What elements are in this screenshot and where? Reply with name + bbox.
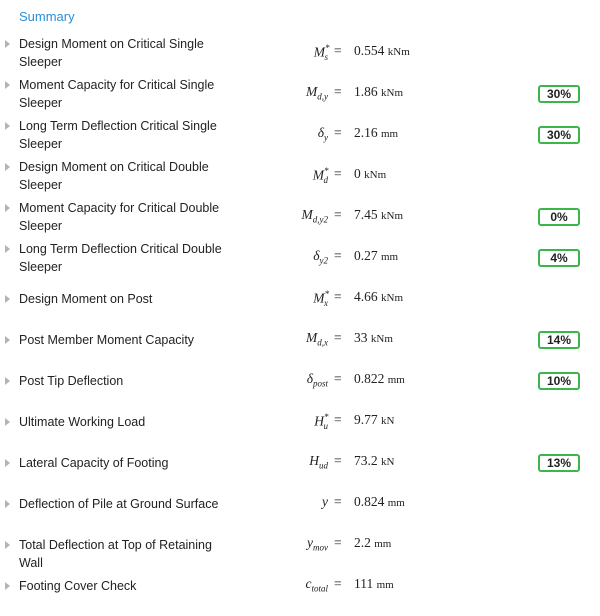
summary-row[interactable] xyxy=(0,526,600,570)
symbol-superscript: * xyxy=(324,412,329,422)
summary-row[interactable] xyxy=(0,239,600,280)
row-symbol xyxy=(322,494,328,510)
row-label: Deflection of Pile at Ground Surface xyxy=(19,497,219,511)
symbol-base: M xyxy=(313,290,325,306)
value-unit: mm xyxy=(381,251,399,263)
row-label: Post Tip Deflection xyxy=(19,374,124,388)
value-number: 0.822 xyxy=(354,371,385,386)
value-number: 2.16 xyxy=(354,125,378,140)
expand-arrow-icon[interactable] xyxy=(5,204,10,212)
row-symbol xyxy=(314,412,328,431)
summary-row[interactable] xyxy=(0,157,600,198)
value-number: 2.2 xyxy=(354,535,371,550)
value-unit: kNm xyxy=(381,292,403,304)
summary-row[interactable] xyxy=(0,567,600,608)
value-number: 33 xyxy=(354,330,368,345)
equals-sign: = xyxy=(334,289,342,304)
row-label: Lateral Capacity of Footing xyxy=(19,456,169,470)
symbol-base: y xyxy=(307,535,313,550)
row-symbol xyxy=(306,330,328,348)
row-value xyxy=(354,371,405,387)
symbol-subscript: post xyxy=(312,378,328,389)
row-label: Moment Capacity for Critical Double Sleeper xyxy=(19,201,220,233)
value-number: 111 xyxy=(354,576,374,591)
row-value xyxy=(354,125,398,141)
value-unit: mm xyxy=(387,497,405,509)
symbol-subscript: d xyxy=(323,175,328,186)
symbol-base: M xyxy=(313,44,325,60)
expand-arrow-icon[interactable] xyxy=(5,582,10,590)
symbol-base: H xyxy=(309,453,319,468)
row-value xyxy=(354,289,403,305)
utilisation-badge: 4% xyxy=(538,249,580,267)
equals-sign: = xyxy=(334,535,342,550)
equals-sign: = xyxy=(334,330,342,345)
row-value xyxy=(354,84,403,100)
equals-sign: = xyxy=(334,43,342,58)
row-label: Design Moment on Critical Double Sleeper xyxy=(19,160,209,192)
row-value xyxy=(354,453,394,469)
value-unit: kN xyxy=(381,456,395,468)
symbol-base: δ xyxy=(317,125,324,140)
row-label: Moment Capacity for Critical Single Sleeper xyxy=(19,78,215,110)
row-value xyxy=(354,412,394,428)
row-value xyxy=(354,576,394,592)
expand-arrow-icon[interactable] xyxy=(5,40,10,48)
value-unit: kNm xyxy=(364,169,387,181)
symbol-subscript: total xyxy=(311,583,328,594)
row-symbol xyxy=(309,453,328,471)
symbol-base: δ xyxy=(313,248,320,263)
value-unit: kN xyxy=(381,415,395,427)
symbol-subscript: y2 xyxy=(319,255,328,266)
symbol-base: y xyxy=(322,494,328,509)
row-value xyxy=(354,43,410,59)
expand-arrow-icon[interactable] xyxy=(5,81,10,89)
value-unit: kNm xyxy=(381,87,403,99)
value-unit: mm xyxy=(387,374,405,386)
row-symbol xyxy=(306,84,328,102)
value-number: 0.554 xyxy=(354,43,385,58)
row-symbol xyxy=(313,289,328,308)
symbol-base: M xyxy=(306,330,318,345)
row-label: Long Term Deflection Critical Single Sleeper xyxy=(19,119,217,151)
expand-arrow-icon[interactable] xyxy=(5,377,10,385)
symbol-subscript: mov xyxy=(313,542,328,553)
row-label: Post Member Moment Capacity xyxy=(19,333,195,347)
row-symbol xyxy=(314,43,328,62)
row-symbol xyxy=(313,166,328,185)
row-label: Design Moment on Critical Single Sleeper xyxy=(19,37,204,69)
value-number: 0.27 xyxy=(354,248,378,263)
symbol-subscript: y xyxy=(324,132,328,143)
equals-sign: = xyxy=(334,166,342,181)
row-label: Long Term Deflection Critical Double Sleeper xyxy=(19,242,222,274)
value-number: 9.77 xyxy=(354,412,378,427)
summary-row[interactable] xyxy=(0,362,600,403)
summary-row[interactable] xyxy=(0,485,600,526)
expand-arrow-icon[interactable] xyxy=(5,122,10,130)
symbol-subscript: s xyxy=(324,52,328,63)
symbol-subscript: x xyxy=(324,298,328,309)
symbol-superscript: * xyxy=(324,166,329,176)
equals-sign: = xyxy=(334,576,342,591)
value-unit: mm xyxy=(381,128,399,140)
equals-sign: = xyxy=(334,371,342,386)
value-number: 73.2 xyxy=(354,453,378,468)
symbol-base: c xyxy=(305,576,312,591)
row-symbol xyxy=(318,125,328,143)
utilisation-badge: 13% xyxy=(538,454,580,472)
equals-sign: = xyxy=(334,494,342,509)
value-number: 7.45 xyxy=(354,207,378,222)
row-value xyxy=(354,330,393,346)
equals-sign: = xyxy=(334,84,342,99)
equals-sign: = xyxy=(334,207,342,222)
summary-row[interactable] xyxy=(0,321,600,362)
row-label: Total Deflection at Top of Retaining Wall xyxy=(19,538,212,570)
row-symbol xyxy=(307,535,328,553)
expand-arrow-icon[interactable] xyxy=(5,295,10,303)
symbol-base: δ xyxy=(306,371,313,386)
equals-sign: = xyxy=(334,248,342,263)
symbol-subscript: d,y2 xyxy=(312,214,328,225)
utilisation-badge: 0% xyxy=(538,208,580,226)
row-value xyxy=(354,207,403,223)
value-number: 1.86 xyxy=(354,84,378,99)
symbol-superscript: * xyxy=(324,289,329,299)
row-symbol xyxy=(307,371,328,389)
expand-arrow-icon[interactable] xyxy=(5,541,10,549)
symbol-superscript: * xyxy=(324,43,330,53)
row-symbol xyxy=(305,576,328,594)
value-unit: kNm xyxy=(370,333,393,345)
summary-row[interactable] xyxy=(0,198,600,239)
row-label: Design Moment on Post xyxy=(19,292,153,306)
utilisation-badge: 30% xyxy=(538,126,580,144)
equals-sign: = xyxy=(334,412,342,427)
utilisation-badge: 30% xyxy=(538,85,580,103)
summary-row[interactable] xyxy=(0,116,600,157)
summary-row[interactable] xyxy=(0,34,600,75)
row-label: Footing Cover Check xyxy=(19,579,137,593)
equals-sign: = xyxy=(334,453,342,468)
symbol-base: H xyxy=(314,413,324,429)
row-value xyxy=(354,494,405,510)
summary-title: Summary xyxy=(19,9,75,24)
symbol-subscript: u xyxy=(323,421,328,432)
row-value xyxy=(354,248,398,264)
row-symbol xyxy=(313,248,328,266)
expand-arrow-icon[interactable] xyxy=(5,459,10,467)
equals-sign: = xyxy=(334,125,342,140)
expand-arrow-icon[interactable] xyxy=(5,500,10,508)
summary-row[interactable] xyxy=(0,75,600,116)
value-number: 0 xyxy=(354,166,361,181)
row-label: Ultimate Working Load xyxy=(19,415,146,429)
value-unit: kNm xyxy=(381,210,403,222)
expand-arrow-icon[interactable] xyxy=(5,418,10,426)
symbol-subscript: d,x xyxy=(317,337,328,348)
value-unit: mm xyxy=(374,538,392,550)
expand-arrow-icon[interactable] xyxy=(5,163,10,171)
expand-arrow-icon[interactable] xyxy=(5,336,10,344)
value-number: 0.824 xyxy=(354,494,385,509)
summary-row[interactable] xyxy=(0,444,600,485)
value-unit: kNm xyxy=(387,46,410,58)
symbol-base: M xyxy=(301,207,313,222)
row-value xyxy=(354,535,391,551)
summary-row[interactable] xyxy=(0,280,600,321)
expand-arrow-icon[interactable] xyxy=(5,245,10,253)
row-symbol xyxy=(302,207,329,225)
symbol-base: M xyxy=(306,84,318,99)
row-value xyxy=(354,166,386,182)
value-number: 4.66 xyxy=(354,289,378,304)
symbol-subscript: ud xyxy=(319,460,328,471)
summary-row[interactable] xyxy=(0,403,600,444)
symbol-subscript: d,y xyxy=(317,91,328,102)
symbol-base: M xyxy=(312,167,324,183)
utilisation-badge: 14% xyxy=(538,331,580,349)
value-unit: mm xyxy=(376,579,394,591)
utilisation-badge: 10% xyxy=(538,372,580,390)
